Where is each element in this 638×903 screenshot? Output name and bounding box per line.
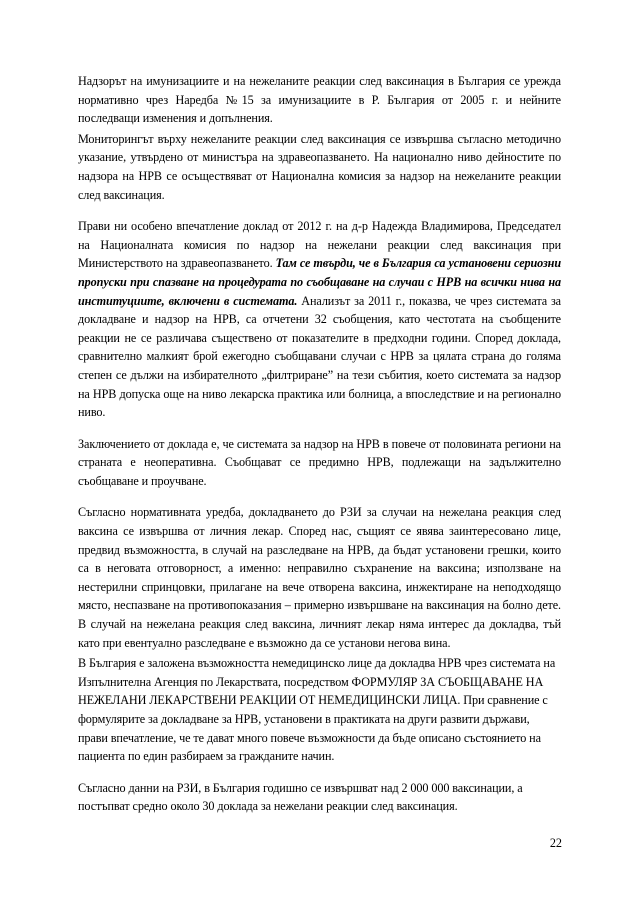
paragraph-immunization-regulation: Надзорът на имунизациите и на нежеланите реакции след ваксинация в България се урежда нормативно чрез Наредба №15 за имунизациите в Р. България от 2005 г. и нейните последващи изменения и допълнения.	[78, 74, 561, 126]
paragraph-monitoring: Мониторингът върху нежеланите реакции след ваксинация се извършва съгласно методично указание, утвърдено от министъра на здравеопазването. На национално ниво дейностите по надзора на НРВ се осъществяват от Национална комисия за надзор на нежеланите реакции след ваксинация.	[78, 131, 561, 202]
paragraph-non-medical-form: В България е заложена възможността немедицинско лице да докладва НРВ чрез системата на Изпълнителна Агенция по Лекарствата, посредством ФОРМУЛЯР ЗА СЪОБЩАВАНЕ НА НЕЖЕЛАНИ ЛЕКАРСТВЕНИ РЕАКЦИИ ОТ НЕМЕДИЦИНСКИ ЛИЦА. При сравнение с формулярите за докладване за НРВ, установени в практиката на други развити държави, прави впечатление, че те дават много повече възможности да бъде описано състоянието на пациента по един разбираем за гражданите начин.	[78, 656, 556, 764]
page-body	[78, 72, 561, 816]
page-number: 22	[549, 836, 562, 850]
report-emphasis-text: Там се твърди, че в България са установени сериозни пропуски при спазване на процедурата по съобщаване на случаи с НРВ на всички нива на институциите, включени в системата.	[78, 256, 562, 308]
paragraph-reporting-doctor: Съгласно нормативната уредба, докладването до РЗИ за случаи на нежелана реакция след ваксина се извършва от личния лекар. Според нас, същият се явява заинтересовано лице, предвид възможността, в случай на разследване на НРВ, да бъдат установени грешки, които са в неговата отговорност, а именно: неправилно съхранение на ваксина; използване на нестерилни спринцовки, прилагане на вече отворена ваксина, инжектиране на неподходящо място, неспазване на противопоказания – примерно извършване на ваксинация на болно дете. В случай на нежелана реакция след ваксина, личният лекар няма интерес да докладва, тъй като при евентуално разследване е възможно да се установи негова вина.	[78, 505, 561, 650]
report-analysis-text: Анализът за 2011 г., показва, че чрез системата за докладване и надзор на НРВ, са отчетени 32 съобщения, като честотата на съобщените реакции не се различава съществено от показателите в предходни години. Според доклада, сравнително малкият брой ежегодно съобщавани случаи с НРВ за цялата страна до голяма степен се дължи на избирателното „филтриране” на тези събития, което системата за надзор на НРВ допуска още на ниво лекарска практика или болница, а впоследствие и на регионално ниво.	[78, 293, 561, 420]
paragraph-report-2012	[78, 217, 561, 422]
paragraph-vaccination-statistics: Съгласно данни на РЗИ, в България годишно се извършват над 2 000 000 ваксинации, а постъпват средно около 30 доклада за нежелани реакции след ваксинация.	[78, 780, 523, 814]
paragraph-conclusion: Заключението от доклада е, че системата за надзор на НРВ в повече от половината региони на страната е неоперативна. Съобщават се предимно НРВ, подлежащи на задължително съобщаване и проучване.	[78, 436, 561, 488]
report-intro-text: Прави ни особено впечатление доклад от 2012 г. на д-р Надежда Владимирова, Председател на Националната комисия по надзор на нежелани реакции след ваксинация при Министерството на здравеопазването.	[78, 219, 561, 271]
